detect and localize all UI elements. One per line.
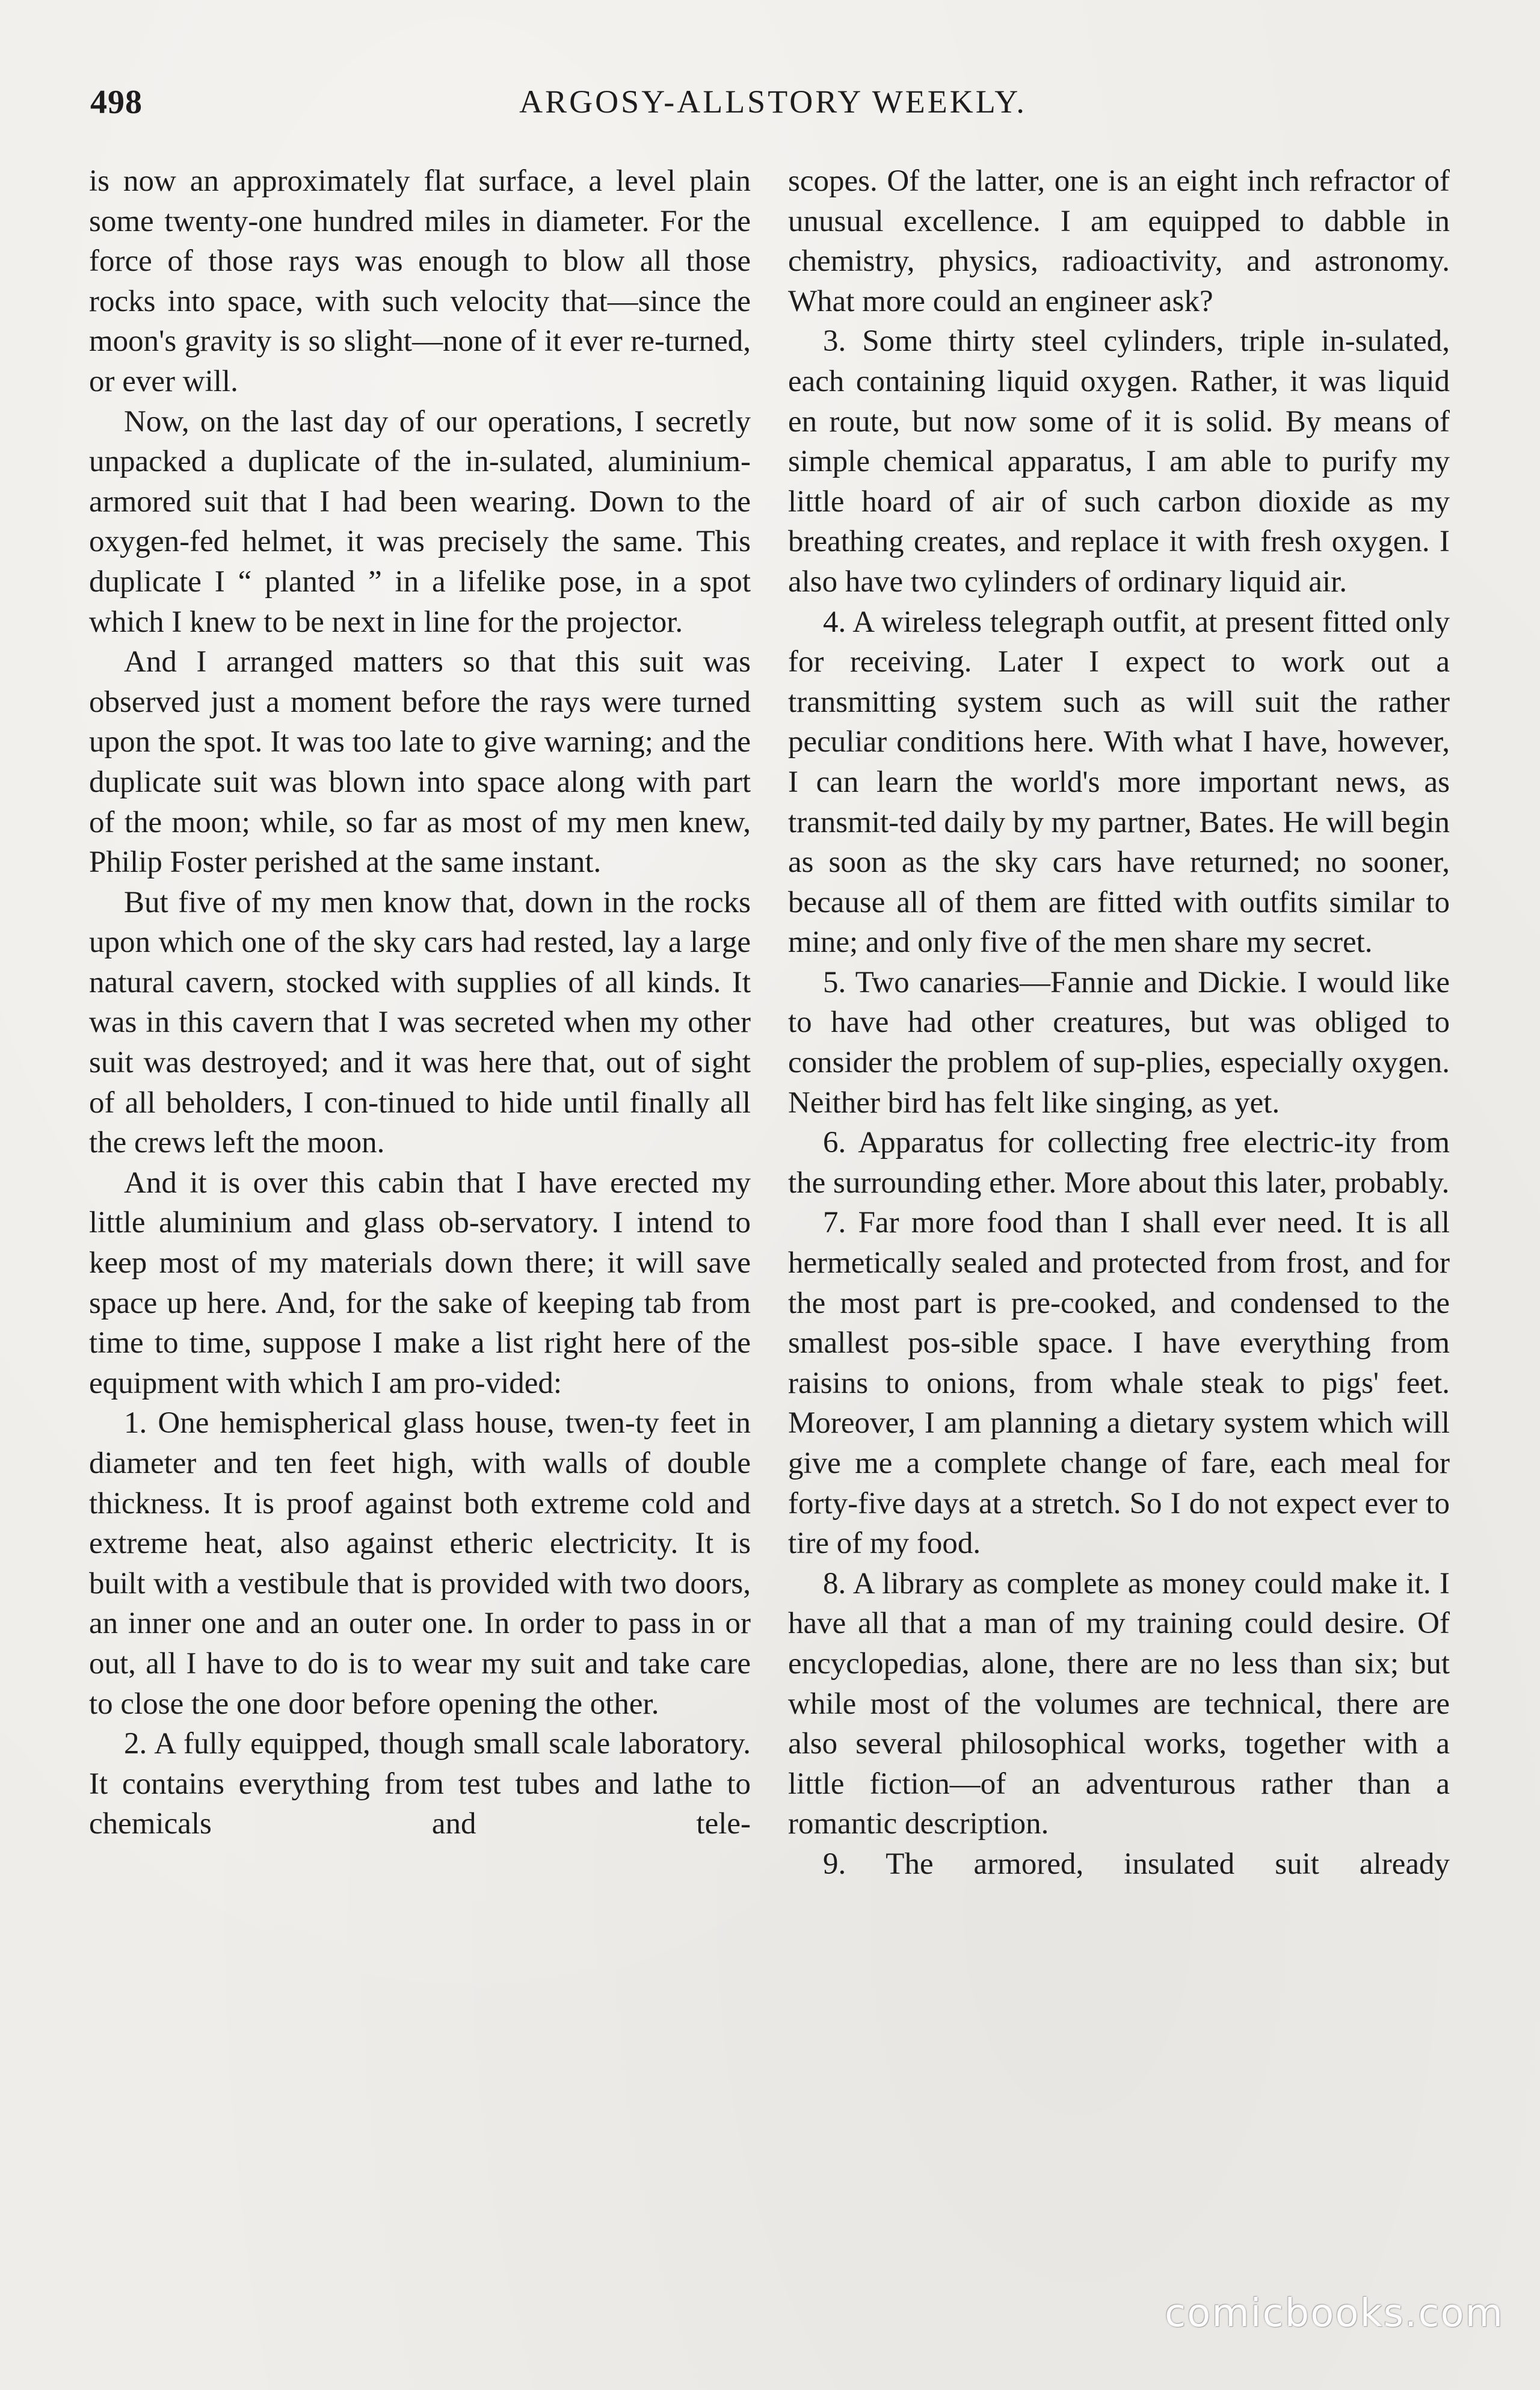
paragraph: Now, on the last day of our operations, I secretly unpacked a duplicate of the in-sulated, aluminium-armored suit that I had been wearing. Down to the oxygen-fed helmet, it was precisely the same. This duplicate I “ planted ” in a lifelike pose, in a spot which I knew to be next in line for the projector. bbox=[89, 404, 751, 639]
watermark: comicbooks.com bbox=[1164, 2291, 1504, 2336]
list-item: 3. Some thirty steel cylinders, triple in-sulated, each containing liquid oxygen. Rather, it was liquid en route, but now some of it is solid. By means of simple chemical apparatus, I am able to purify my little hoard of air of such carbon dioxide as my breathing creates, and replace it with fresh oxygen. I also have two cylinders of ordinary liquid air. bbox=[788, 324, 1450, 599]
left-column bbox=[89, 161, 751, 1844]
right-column bbox=[788, 161, 1450, 1885]
page-header bbox=[90, 83, 1456, 131]
running-head: ARGOSY-ALLSTORY WEEKLY. bbox=[519, 84, 1027, 120]
list-item: 6. Apparatus for collecting free electric-ity from the surrounding ether. More about this later, probably. bbox=[788, 1126, 1450, 1200]
paragraph: scopes. Of the latter, one is an eight inch refractor of unusual excellence. I am equipped to dabble in chemistry, physics, radioactivity, and astronomy. What more could an engineer ask? bbox=[788, 164, 1450, 318]
list-item: 1. One hemispherical glass house, twen-ty feet in diameter and ten feet high, with walls of double thickness. It is proof against both extreme cold and extreme heat, also against etheric electricity. It is built with a vestibule that is provided with two doors, an inner one and an outer one. In order to pass in or out, all I have to do is to wear my suit and take care to close the one door before opening the other. bbox=[89, 1406, 751, 1721]
list-item: 8. A library as complete as money could make it. I have all that a man of my training could desire. Of encyclopedias, alone, there are no less than six; but while most of the volumes are technical, there are also several philosophical works, together with a little fiction—of an adventurous rather than a romantic description. bbox=[788, 1566, 1450, 1841]
list-item: 4. A wireless telegraph outfit, at present fitted only for receiving. Later I expect to work out a transmitting system such as will suit the rather peculiar conditions here. With what I have, however, I can learn the world's more important news, as transmit-ted daily by my partner, Bates. He will begin as soon as the sky cars have returned; no sooner, because all of them are fitted with outfits similar to mine; and only five of the men share my secret. bbox=[788, 605, 1450, 960]
paragraph: is now an approximately flat surface, a level plain some twenty-one hundred miles in diameter. For the force of those rays was enough to blow all those rocks into space, with such velocity that—since the moon's gravity is so slight—none of it ever re-turned, or ever will. bbox=[89, 164, 751, 398]
paragraph: And I arranged matters so that this suit was observed just a moment before the rays were turned upon the spot. It was too late to give warning; and the duplicate suit was blown into space along with part of the moon; while, so far as most of my men knew, Philip Foster perished at the same instant. bbox=[89, 645, 751, 880]
list-item: 9. The armored, insulated suit already bbox=[823, 1847, 1450, 1881]
page-number: 498 bbox=[90, 84, 143, 121]
paragraph: And it is over this cabin that I have erected my little aluminium and glass ob-servatory. I intend to keep most of my materials down there; it will save space up here. And, for the sake of keeping tab from time to time, suppose I make a list right here of the equipment with which I am pro-vided: bbox=[89, 1166, 751, 1400]
list-item: 5. Two canaries—Fannie and Dickie. I would like to have had other creatures, but was obliged to consider the problem of sup-plies, especially oxygen. Neither bird has felt like singing, as yet. bbox=[788, 965, 1450, 1120]
paragraph: But five of my men know that, down in the rocks upon which one of the sky cars had rested, lay a large natural cavern, stocked with supplies of all kinds. It was in this cavern that I was secreted when my other suit was destroyed; and it was here that, out of sight of all beholders, I con-tinued to hide until finally all the crews left the moon. bbox=[89, 885, 751, 1160]
list-item: 2. A fully equipped, though small scale laboratory. It contains everything from test tubes and lathe to chemicals and tele- bbox=[89, 1727, 751, 1841]
list-item: 7. Far more food than I shall ever need. It is all hermetically sealed and protected from frost, and for the most part is pre-cooked, and condensed to the smallest pos-sible space. I have everything from raisins to onions, from whale steak to pigs' feet. Moreover, I am planning a dietary system which will give me a complete change of fare, each meal for forty-five days at a stretch. So I do not expect ever to tire of my food. bbox=[788, 1206, 1450, 1561]
